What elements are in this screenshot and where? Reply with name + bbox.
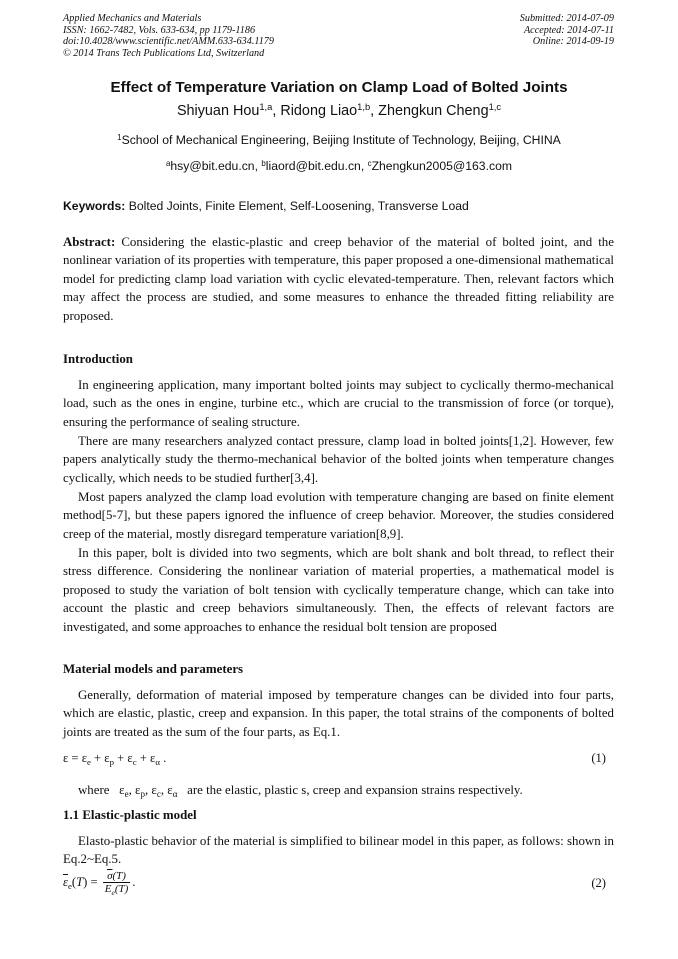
abstract [63,233,614,325]
author: Ridong Liao$^{1,b}$, [280,102,379,119]
author: Zhengkun Cheng$^{1,c}$ [378,102,502,119]
email-list: $^a$hsy@bit.edu.cn, $^b$liaord@bit.edu.cn, $^c$Zhengkun2005@163.com [165,159,512,173]
copyright-line: © 2014 Trans Tech Publications Ltd, Switzerland [63,47,265,59]
equation-1-body: $\varepsilon = \varepsilon_e + \varepsilon_p + \varepsilon_c + \varepsilon_\alpha$ . [63,751,167,767]
affiliation: $^1$School of Mechanical Engineering, Beijing Institute of Technology, Beijing, CHINA [117,133,561,147]
accepted-date: Accepted: 2014-07-11 [523,24,614,36]
intro-paragraph-3: Most papers analyzed the clamp load evolution with temperature changing are based on finite element method[5-7], but these papers ignored the influence of creep behavior. Moreover, the studies considered creep of the material, mostly disregard temperature variation[8,9]. [63,490,614,541]
intro-paragraph-1: In engineering application, many important bolted joints may subject to cyclically thermo-mechanical load, such as the ones in engine, turbine etc., which are crucial to the transmission of force (or torque), ensuring the performance of sealing structure. [63,378,614,429]
submitted-date: Submitted: 2014-07-09 [519,13,614,24]
abstract-text: Considering the elastic-plastic and creep behavior of the material of bolted joint, and the nonlinear variation of its properties with temperature, this paper proposed a one-dimensional mathematical model for predicting clamp load variation with cyclic elevated-temperature. Then, relevant factors which may affect the process are studied, and some measures to enhance the threaded fitting reliability are proposed. [63,235,614,323]
equation-1-number: (1) [591,751,606,765]
equation-2-body: $\overline{\varepsilon}_e(T)$ = $\frac{\overline{\sigma}(T)}{E_e(T)}$ . [63,870,136,897]
author-list [0,103,678,119]
dates-header [520,13,614,48]
equation-2 [63,870,614,897]
keywords-label: Keywords: [63,199,126,213]
email[interactable]: $^b$liaord@bit.edu.cn [261,159,361,173]
elastic-plastic-heading: 1.1 Elastic-plastic model [63,808,197,822]
materials-heading: Material models and parameters [63,662,244,676]
intro-paragraph-2: There are many researchers analyzed contact pressure, clamp load in bolted joints[1,2]. However, few papers analytically study the thermo-mechanical behavior of the bolted joints when temperature changes cyclically, which needs to be studied further[3,4]. [63,434,614,485]
journal-name: Applied Mechanics and Materials [63,13,202,24]
where-line: where $\varepsilon_e$, $\varepsilon_p$, $\varepsilon_c$, $\varepsilon_\alpha$ are the elastic, plastic s, creep and expansion strains respectively. [78,783,523,799]
paper-title: Effect of Temperature Variation on Clamp Load of Bolted Joints [110,79,568,96]
materials-paragraph-2: Elasto-plastic behavior of the material is simplified to bilinear model in this paper, as follows: shown in Eq.2~Eq.5. [63,834,614,867]
keywords-text: Bolted Joints, Finite Element, Self-Loosening, Transverse Load [128,199,469,213]
equation-1 [63,751,614,767]
journal-header [63,13,274,59]
doi-line: doi:10.4028/www.scientific.net/AMM.633-634.1179 [63,36,274,48]
email[interactable]: $^c$Zhengkun2005@163.com [367,159,512,173]
keywords [63,199,469,213]
email[interactable]: $^a$hsy@bit.edu.cn [165,159,255,173]
author: Shiyuan Hou$^{1,a}$, [176,102,281,119]
intro-paragraph-4: In this paper, bolt is divided into two segments, which are bolt shank and bolt thread, to reflect their stress difference. Considering the nonlinear variation of material properties, a mathematical model is proposed to study the variation of bolt tension with cyclically temperature change, which can take into account the plastic and creep behaviors simultaneously. Then, the effects of relevant factors are investigated, and some approaches to enhance the residual bolt tension are proposed [63,546,614,634]
issn-line: ISSN: 1662-7482, Vols. 633-634, pp 1179-1186 [63,24,256,36]
materials-paragraph-1: Generally, deformation of material imposed by temperature changes can be divided into four parts, which are elastic, plastic, creep and expansion. In this paper, the total strains of the components of bolted joints are treated as the sum of the four parts, as Eq.1. [63,688,614,739]
introduction-heading: Introduction [63,352,133,366]
online-date: Online: 2014-09-19 [532,36,614,48]
abstract-label: Abstract: [63,235,116,249]
equation-2-number: (2) [591,876,606,890]
